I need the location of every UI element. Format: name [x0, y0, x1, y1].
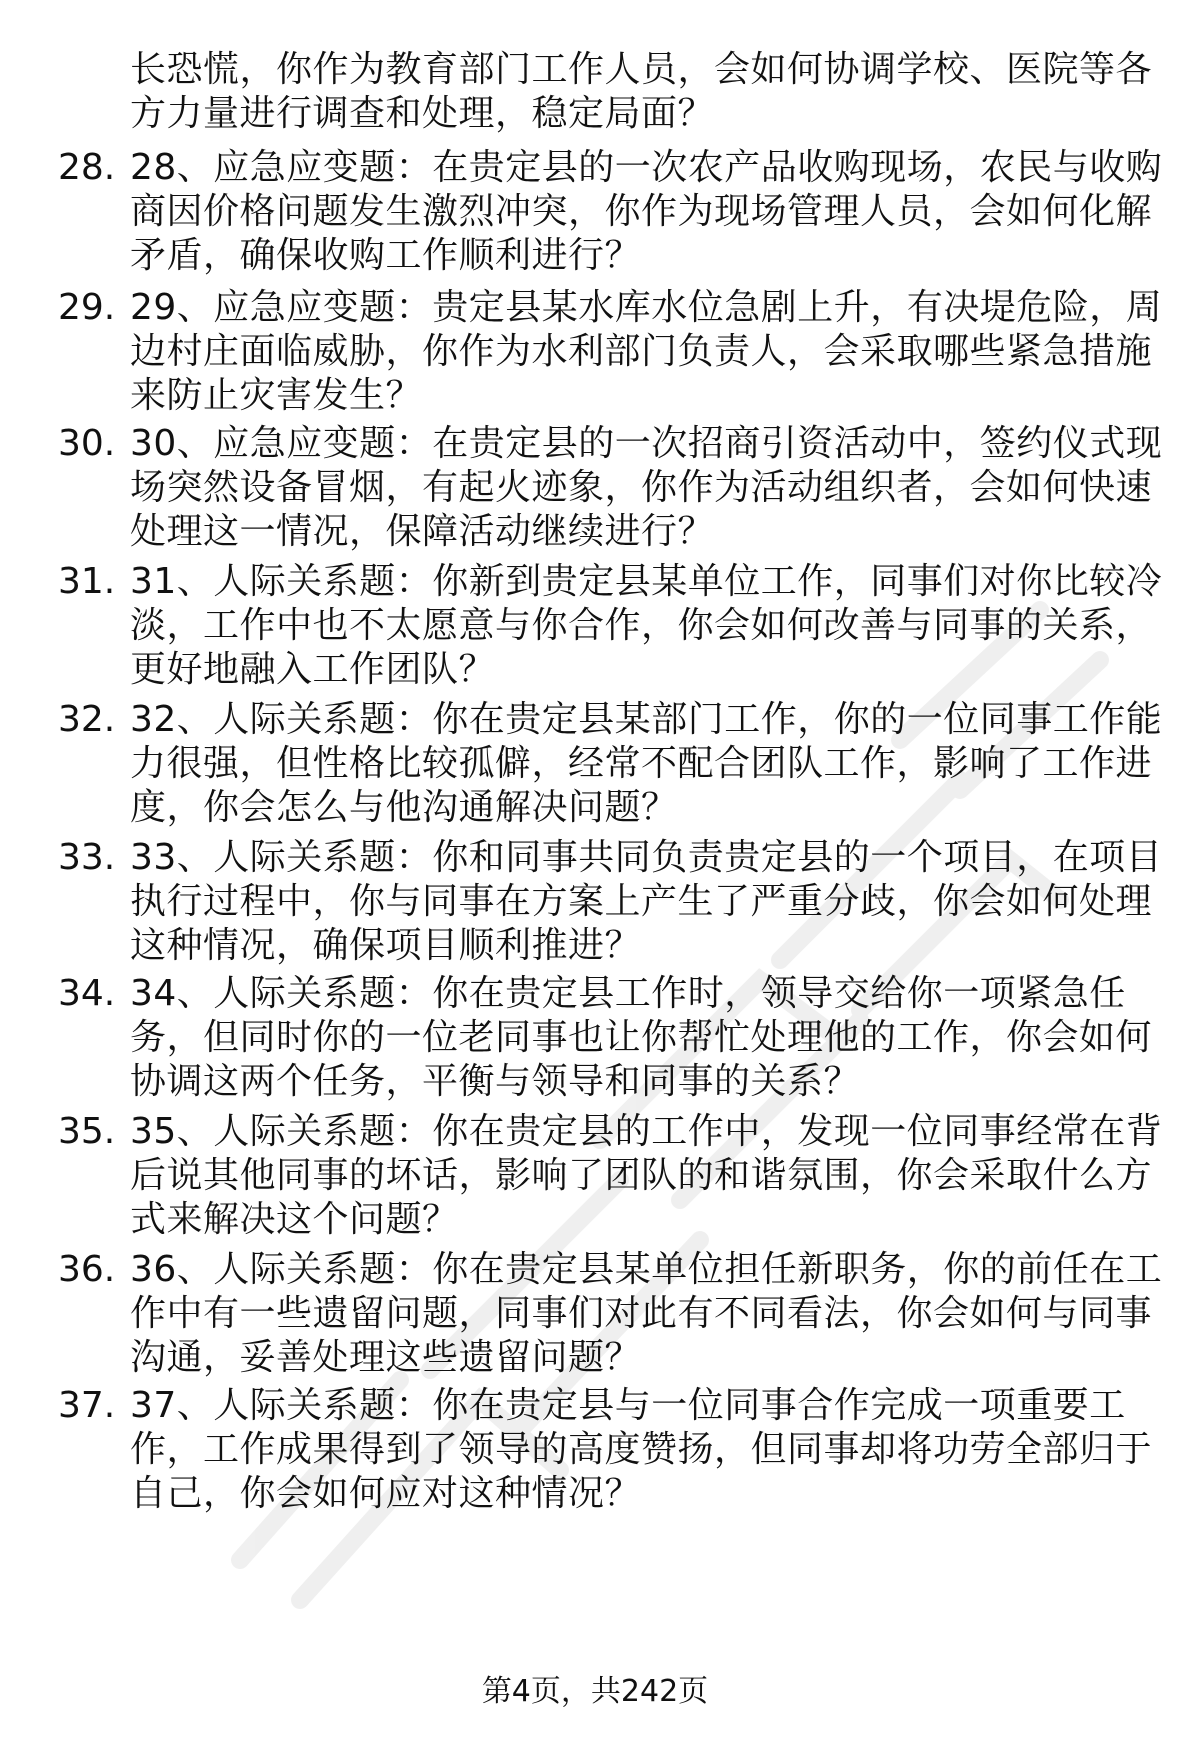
item-number: 35. [58, 1111, 116, 1152]
item-text-line: 商因价格问题发生激烈冲突，你作为现场管理人员，会如何化解 [130, 191, 1153, 232]
item-number: 32. [58, 699, 116, 740]
item-text-line: 沟通，妥善处理这些遗留问题？ [130, 1337, 642, 1378]
item-text-line: 处理这一情况，保障活动继续进行？ [130, 511, 715, 552]
item-text-line: 矛盾，确保收购工作顺利进行？ [130, 235, 642, 276]
item-number: 31. [58, 561, 116, 602]
item-text-line: 后说其他同事的坏话，影响了团队的和谐氛围，你会采取什么方 [130, 1155, 1153, 1196]
item-text-line: 场突然设备冒烟，有起火迹象，你作为活动组织者，会如何快速 [130, 467, 1153, 508]
item-text-line: 自己，你会如何应对这种情况？ [130, 1473, 642, 1514]
item-text-line: 30、应急应变题：在贵定县的一次招商引资活动中，签约仪式现 [130, 423, 1163, 464]
item-text-line: 35、人际关系题：你在贵定县的工作中，发现一位同事经常在背 [130, 1111, 1163, 1152]
item-text-line: 34、人际关系题：你在贵定县工作时，领导交给你一项紧急任 [130, 973, 1126, 1014]
item-text-line: 务，但同时你的一位老同事也让你帮忙处理他的工作，你会如何 [130, 1017, 1153, 1058]
continuation-line: 长恐慌，你作为教育部门工作人员，会如何协调学校、医院等各 [130, 49, 1153, 90]
item-number: 37. [58, 1385, 116, 1426]
item-text-line: 29、应急应变题：贵定县某水库水位急剧上升，有决堤危险，周 [130, 287, 1163, 328]
item-text-line: 作中有一些遗留问题，同事们对此有不同看法，你会如何与同事 [130, 1293, 1153, 1334]
item-text-line: 31、人际关系题：你新到贵定县某单位工作，同事们对你比较冷 [130, 561, 1163, 602]
item-number: 30. [58, 423, 116, 464]
item-number: 28. [58, 147, 116, 188]
item-text-line: 来防止灾害发生？ [130, 375, 423, 416]
item-text-line: 度，你会怎么与他沟通解决问题？ [130, 787, 678, 828]
item-text-line: 边村庄面临威胁，你作为水利部门负责人，会采取哪些紧急措施 [130, 331, 1153, 372]
item-text-line: 执行过程中，你与同事在方案上产生了严重分歧，你会如何处理 [130, 881, 1153, 922]
item-text-line: 式来解决这个问题？ [130, 1199, 459, 1240]
item-text-line: 这种情况，确保项目顺利推进？ [130, 925, 642, 966]
item-number: 29. [58, 287, 116, 328]
page-number: 第4页，共242页 [481, 1674, 709, 1709]
item-text-line: 32、人际关系题：你在贵定县某部门工作，你的一位同事工作能 [130, 699, 1163, 740]
item-text-line: 33、人际关系题：你和同事共同负责贵定县的一个项目，在项目 [130, 837, 1163, 878]
item-text-line: 36、人际关系题：你在贵定县某单位担任新职务，你的前任在工 [130, 1249, 1163, 1290]
item-text-line: 力很强，但性格比较孤僻，经常不配合团队工作，影响了工作进 [130, 743, 1153, 784]
item-text-line: 28、应急应变题：在贵定县的一次农产品收购现场，农民与收购 [130, 147, 1163, 188]
item-text-line: 协调这两个任务，平衡与领导和同事的关系？ [130, 1061, 861, 1102]
item-text-line: 淡，工作中也不太愿意与你合作，你会如何改善与同事的关系， [130, 605, 1153, 646]
item-text-line: 37、人际关系题：你在贵定县与一位同事合作完成一项重要工 [130, 1385, 1126, 1426]
item-number: 33. [58, 837, 116, 878]
item-text-line: 作，工作成果得到了领导的高度赞扬，但同事却将功劳全部归于 [130, 1429, 1153, 1470]
item-text-line: 更好地融入工作团队？ [130, 649, 496, 690]
item-number: 34. [58, 973, 116, 1014]
continuation-line: 方力量进行调查和处理，稳定局面？ [130, 93, 715, 134]
item-number: 36. [58, 1249, 116, 1290]
